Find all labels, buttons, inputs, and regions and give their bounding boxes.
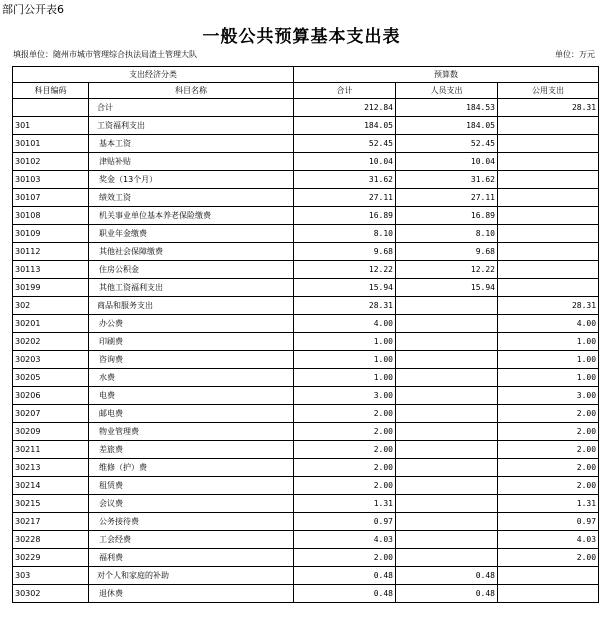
cell-name: 福利费 [89,549,294,567]
cell-personnel: 27.11 [396,189,498,207]
cell-public: 4.00 [498,315,599,333]
cell-name: 基本工资 [89,135,294,153]
cell-public [498,189,599,207]
cell-total: 31.62 [294,171,396,189]
cell-name: 其他工资福利支出 [89,279,294,297]
cell-total: 2.00 [294,477,396,495]
table-row [13,333,599,351]
cell-public [498,171,599,189]
cell-total: 0.97 [294,513,396,531]
table-row [13,513,599,531]
cell-public: 0.97 [498,513,599,531]
cell-total: 1.31 [294,495,396,513]
cell-name: 合计 [89,99,294,117]
cell-name: 商品和服务支出 [89,297,294,315]
cell-total: 2.00 [294,549,396,567]
header-budget-amount: 预算数 [294,67,599,83]
cell-code: 303 [13,567,89,585]
cell-total: 4.00 [294,315,396,333]
cell-personnel [396,333,498,351]
cell-code: 30102 [13,153,89,171]
cell-total: 4.03 [294,531,396,549]
cell-total: 28.31 [294,297,396,315]
cell-name: 印刷费 [89,333,294,351]
cell-name: 对个人和家庭的补助 [89,567,294,585]
table-row [13,153,599,171]
cell-public [498,153,599,171]
cell-code: 30108 [13,207,89,225]
header-public: 公用支出 [498,83,599,99]
header-economic-class: 支出经济分类 [13,67,294,83]
cell-name: 会议费 [89,495,294,513]
cell-code: 30199 [13,279,89,297]
cell-name: 机关事业单位基本养老保险缴费 [89,207,294,225]
cell-personnel: 15.94 [396,279,498,297]
table-row [13,99,599,117]
cell-total: 184.05 [294,117,396,135]
cell-total: 0.48 [294,567,396,585]
table-row [13,441,599,459]
cell-name: 奖金（13个月） [89,171,294,189]
cell-name: 办公费 [89,315,294,333]
table-row [13,405,599,423]
cell-code: 30302 [13,585,89,603]
table-row [13,387,599,405]
cell-name: 差旅费 [89,441,294,459]
cell-code: 30112 [13,243,89,261]
cell-public: 1.00 [498,333,599,351]
table-row [13,225,599,243]
cell-total: 1.00 [294,351,396,369]
cell-code: 30209 [13,423,89,441]
cell-total: 12.22 [294,261,396,279]
cell-total: 15.94 [294,279,396,297]
cell-total: 8.10 [294,225,396,243]
cell-personnel [396,369,498,387]
page-title: 一般公共预算基本支出表 [202,27,401,47]
cell-personnel: 0.48 [396,585,498,603]
cell-public [498,567,599,585]
header-name: 科目名称 [89,83,294,99]
cell-name: 邮电费 [89,405,294,423]
cell-code: 30217 [13,513,89,531]
cell-public: 2.00 [498,549,599,567]
cell-name: 绩效工资 [89,189,294,207]
cell-name: 工会经费 [89,531,294,549]
cell-personnel: 0.48 [396,567,498,585]
cell-total: 16.89 [294,207,396,225]
cell-public: 4.03 [498,531,599,549]
cell-public [498,225,599,243]
cell-code: 30215 [13,495,89,513]
cell-name: 公务接待费 [89,513,294,531]
cell-public [498,585,599,603]
document-label: 部门公开表6 [2,3,64,16]
cell-personnel: 184.53 [396,99,498,117]
cell-name: 维修（护）费 [89,459,294,477]
table-row [13,261,599,279]
table-row [13,189,599,207]
cell-public: 2.00 [498,477,599,495]
cell-total: 2.00 [294,405,396,423]
cell-personnel: 8.10 [396,225,498,243]
cell-personnel: 52.45 [396,135,498,153]
cell-total: 2.00 [294,441,396,459]
cell-total: 0.48 [294,585,396,603]
table-row [13,423,599,441]
cell-personnel: 184.05 [396,117,498,135]
cell-personnel [396,423,498,441]
cell-personnel [396,549,498,567]
cell-personnel: 9.68 [396,243,498,261]
cell-personnel [396,459,498,477]
cell-name: 咨询费 [89,351,294,369]
cell-public: 3.00 [498,387,599,405]
cell-personnel [396,531,498,549]
cell-name: 其他社会保障缴费 [89,243,294,261]
cell-code: 301 [13,117,89,135]
header-personnel: 人员支出 [396,83,498,99]
cell-name: 退休费 [89,585,294,603]
cell-code: 30107 [13,189,89,207]
cell-total: 1.00 [294,369,396,387]
cell-total: 3.00 [294,387,396,405]
cell-code: 30229 [13,549,89,567]
table-row [13,279,599,297]
cell-total: 2.00 [294,423,396,441]
table-row [13,567,599,585]
cell-personnel [396,315,498,333]
cell-code: 30206 [13,387,89,405]
header-code: 科目编码 [13,83,89,99]
cell-total: 9.68 [294,243,396,261]
cell-personnel [396,351,498,369]
table-row [13,477,599,495]
table-row [13,171,599,189]
currency-unit: 单位：万元 [555,50,595,59]
cell-total: 2.00 [294,459,396,477]
cell-code: 30205 [13,369,89,387]
header-group-row [13,67,599,83]
cell-personnel: 31.62 [396,171,498,189]
cell-code: 30201 [13,315,89,333]
cell-personnel: 16.89 [396,207,498,225]
cell-public [498,279,599,297]
cell-code: 30109 [13,225,89,243]
cell-personnel [396,297,498,315]
table-row [13,549,599,567]
cell-code: 30211 [13,441,89,459]
cell-code [13,99,89,117]
reporting-unit: 填报单位：随州市城市管理综合执法局渣土管理大队 [13,50,197,59]
table-row [13,207,599,225]
header-column-row [13,83,599,99]
cell-public: 28.31 [498,99,599,117]
table-row [13,135,599,153]
cell-personnel: 10.04 [396,153,498,171]
cell-code: 30103 [13,171,89,189]
cell-public [498,243,599,261]
cell-name: 住房公积金 [89,261,294,279]
table-row [13,459,599,477]
cell-code: 30203 [13,351,89,369]
table-row [13,297,599,315]
cell-public [498,261,599,279]
cell-public: 1.00 [498,351,599,369]
cell-personnel [396,495,498,513]
header-total: 合计 [294,83,396,99]
cell-name: 津贴补贴 [89,153,294,171]
cell-total: 10.04 [294,153,396,171]
cell-personnel [396,477,498,495]
cell-public: 2.00 [498,405,599,423]
cell-public: 28.31 [498,297,599,315]
cell-public [498,135,599,153]
cell-code: 302 [13,297,89,315]
cell-code: 30207 [13,405,89,423]
table-row [13,117,599,135]
table-row [13,369,599,387]
table-row [13,243,599,261]
budget-table [12,66,599,603]
cell-public: 2.00 [498,441,599,459]
cell-name: 职业年金缴费 [89,225,294,243]
cell-code: 30228 [13,531,89,549]
cell-code: 30214 [13,477,89,495]
cell-name: 水费 [89,369,294,387]
cell-code: 30213 [13,459,89,477]
cell-public: 2.00 [498,423,599,441]
cell-name: 工资福利支出 [89,117,294,135]
cell-personnel: 12.22 [396,261,498,279]
cell-code: 30101 [13,135,89,153]
cell-public [498,207,599,225]
cell-name: 物业管理费 [89,423,294,441]
cell-public: 1.00 [498,369,599,387]
cell-name: 电费 [89,387,294,405]
cell-total: 1.00 [294,333,396,351]
cell-total: 52.45 [294,135,396,153]
cell-code: 30202 [13,333,89,351]
table-row [13,495,599,513]
table-row [13,351,599,369]
cell-personnel [396,441,498,459]
cell-total: 212.84 [294,99,396,117]
cell-public: 1.31 [498,495,599,513]
cell-personnel [396,513,498,531]
cell-code: 30113 [13,261,89,279]
cell-public: 2.00 [498,459,599,477]
cell-name: 租赁费 [89,477,294,495]
cell-public [498,117,599,135]
table-row [13,585,599,603]
cell-personnel [396,387,498,405]
table-row [13,531,599,549]
cell-personnel [396,405,498,423]
table-row [13,315,599,333]
cell-total: 27.11 [294,189,396,207]
